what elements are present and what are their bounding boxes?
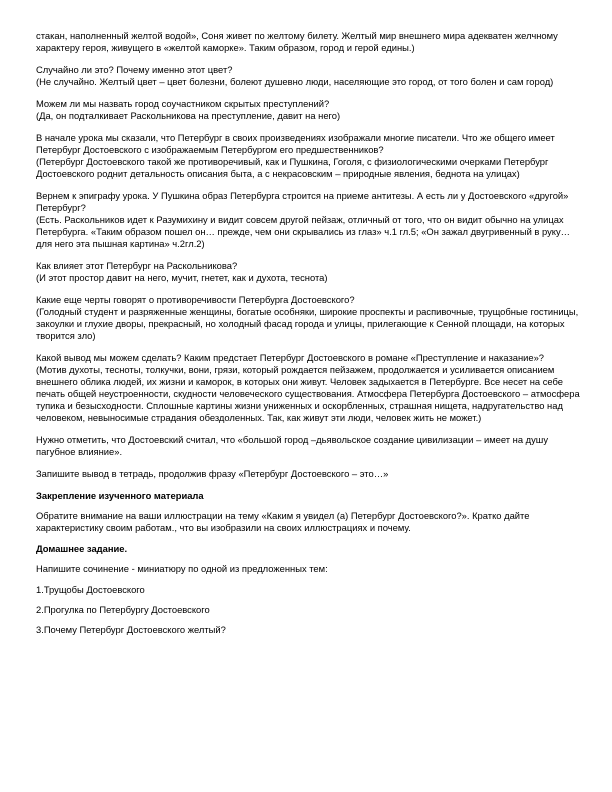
section-consolidation [36, 490, 584, 534]
paragraph-block [36, 190, 584, 250]
paragraph-block [36, 64, 584, 88]
paragraph-block [36, 30, 584, 54]
paragraph-line: (Мотив духоты, тесноты, толкучки, вони, грязи, который рождается пейзажем, продолжается и усиливается описанием внешнего облика людей, их жизни и каморок, в которых они живут. Человек задыхается в Петербурге. Все несет на себе печать общей неустроенности, скудности человеческого существования. Атмосфера Петербурга Достоевского – атмосфера тупика и безысходности. Сплошные картины жизни униженных и оскорбленных, страшная нищета, надругательство над человеком, невыносимые страдания обездоленных. Так, как живут эти люди, человек жить не может.) [36, 364, 580, 423]
section-heading: Закрепление изученного материала [36, 490, 204, 501]
list-item: 1.Трущобы Достоевского [36, 584, 145, 595]
paragraph-block [36, 132, 584, 180]
paragraph-line: (И этот простор давит на него, мучит, гнетет, как и духота, теснота) [36, 272, 328, 283]
paragraph-block [36, 434, 584, 458]
paragraph-block [36, 468, 584, 480]
paragraph-line: (Есть. Раскольников идет к Разумихину и видит совсем другой пейзаж, отличный от того, что он видит обычно на улицах Петербурга. «Таким образом пошел он… прежде, чем они скрывались из глаз» ч.1 гл.5; «Он зажал двугривенный в руку…для него эта пышная картина» ч.2гл.2) [36, 214, 571, 249]
section-homework [36, 543, 584, 636]
paragraph-block [36, 260, 584, 284]
paragraph-line: В начале урока мы сказали, что Петербург в своих произведениях изображали многие писатели. Что же общего имеет Петербург Достоевского с изображаемым Петербургом его предшественников? [36, 132, 555, 155]
paragraph-block [36, 352, 584, 424]
list-item: 3.Почему Петербург Достоевского желтый? [36, 624, 226, 635]
paragraph-line: (Голодный студент и разряженные женщины, богатые особняки, широкие проспекты и распивочные, трущобные гостиницы, закоулки и глухие дворы, прекрасный, но холодный фасад города и улицы, прилегающие к Сенной площади, на которых творится зло) [36, 306, 579, 341]
section-heading: Домашнее задание. [36, 543, 128, 554]
paragraph-line: Какие еще черты говорят о противоречивости Петербурга Достоевского? [36, 294, 355, 305]
paragraph-line: Запишите вывод в тетрадь, продолжив фразу «Петербург Достоевского – это…» [36, 468, 389, 479]
paragraph-line: Можем ли мы назвать город соучастником скрытых преступлений? [36, 98, 330, 109]
section-paragraph: Напишите сочинение - миниатюру по одной из предложенных тем: [36, 563, 328, 574]
paragraph-line: Как влияет этот Петербург на Раскольникова? [36, 260, 238, 271]
document-page [36, 30, 584, 644]
paragraph-line: (Не случайно. Желтый цвет – цвет болезни, болеют душевно люди, населяющие это город, от того болен и сам город) [36, 76, 554, 87]
section-paragraph: Обратите внимание на ваши иллюстрации на тему «Каким я увидел (а) Петербург Достоевского?». Кратко дайте характеристику своим работам., что вы изобразили на своих иллюстрациях и почему. [36, 510, 530, 533]
paragraph-line: стакан, наполненный желтой водой», Соня живет по желтому билету. Желтый мир внешнего мира адекватен желчному характеру героя, живущего в «желтой каморке». Таким образом, город и герой едины.) [36, 30, 558, 53]
paragraph-line: Случайно ли это? Почему именно этот цвет? [36, 64, 233, 75]
paragraph-block [36, 98, 584, 122]
paragraph-line: Вернем к эпиграфу урока. У Пушкина образ Петербурга строится на приеме антитезы. А есть ли у Достоевского «другой» Петербург? [36, 190, 569, 213]
paragraph-line: (Да, он подталкивает Раскольникова на преступление, давит на него) [36, 110, 341, 121]
text-blocks [36, 30, 584, 480]
paragraph-line: (Петербург Достоевского такой же противоречивый, как и Пушкина, Гоголя, с физиологическими очерками Петербург Достоевского роднит детальность описания быта, а с некрасовским – природные явления, беднота на улицах) [36, 156, 549, 179]
paragraph-block [36, 294, 584, 342]
paragraph-line: Какой вывод мы можем сделать? Каким предстает Петербург Достоевского в романе «Преступление и наказание»? [36, 352, 545, 363]
paragraph-line: Нужно отметить, что Достоевский считал, что «большой город –дьявольское создание цивилизации – имеет на душу пагубное влияние». [36, 434, 549, 457]
list-item: 2.Прогулка по Петербургу Достоевского [36, 604, 210, 615]
